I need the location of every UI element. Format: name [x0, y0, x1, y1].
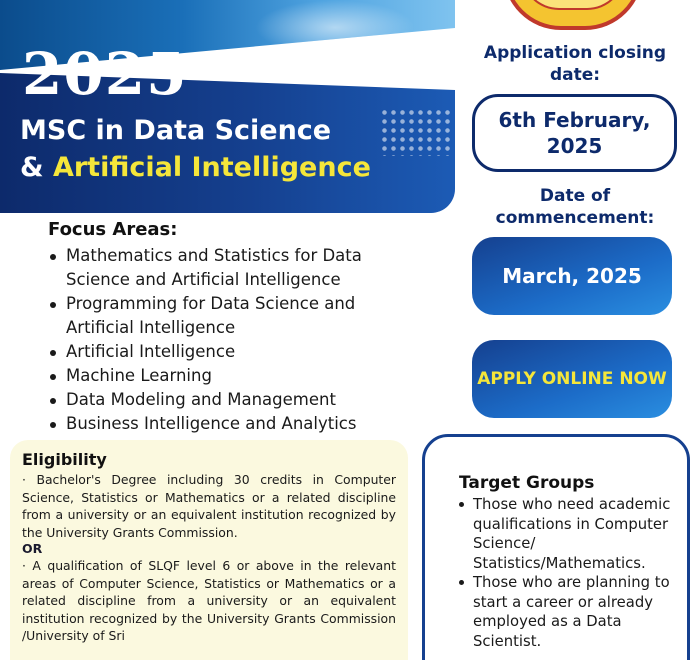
focus-area-item: Data Modeling and Management — [48, 388, 408, 412]
eligibility-box — [10, 440, 408, 660]
target-groups-title: Target Groups — [459, 473, 595, 493]
program-title-prefix: & — [20, 152, 53, 183]
eligibility-criterion-1: · Bachelor's Degree including 30 credits in Computer Science, Statistics or Mathematics or a related discipline from a university or an equivalent institution recognized by the University Grants Commission. — [22, 472, 396, 540]
target-group-item: Those who are planning to start a career or already employed as a Data Scientist. — [459, 573, 673, 651]
focus-area-item: Business Intelligence and Analytics — [48, 412, 408, 436]
eligibility-or: OR — [22, 541, 43, 556]
focus-area-item: Mathematics and Statistics for Data Science and Artificial Intelligence — [48, 244, 408, 292]
focus-area-item: Machine Learning — [48, 364, 408, 388]
program-title-line1: MSC in Data Science — [20, 115, 332, 146]
focus-areas-list — [48, 244, 408, 436]
program-title-accent: Artificial Intelligence — [52, 152, 371, 183]
program-title-line2 — [20, 152, 371, 183]
focus-area-item: Programming for Data Science and Artificial Intelligence — [48, 292, 408, 340]
commencement-label: Date of commencement: — [495, 186, 655, 228]
eligibility-criterion-2: · A qualification of SLQF level 6 or above in the relevant areas of Computer Science, Statistics or Mathematics or a related discipline from a university or an equivalent institution recognized by the University Grants Commission /University of Sri — [22, 558, 396, 643]
target-groups-box — [422, 434, 690, 660]
target-groups-list — [459, 495, 673, 651]
apply-online-button[interactable]: APPLY ONLINE NOW — [472, 340, 672, 418]
commencement-date-value: March, 2025 — [472, 237, 672, 315]
header-photo-glow — [255, 0, 415, 55]
dot-pattern — [380, 108, 450, 156]
year-heading: 2025 — [22, 40, 188, 108]
focus-area-item: Artificial Intelligence — [48, 340, 408, 364]
target-group-item: Those who need academic qualifications in Computer Science/ Statistics/Mathematics. — [459, 495, 673, 573]
closing-date-label: Application closing date: — [483, 43, 667, 85]
closing-date-value: 6th February, 2025 — [472, 94, 677, 172]
focus-areas-title: Focus Areas: — [48, 219, 178, 240]
university-logo — [503, 0, 643, 30]
eligibility-title: Eligibility — [22, 450, 107, 469]
university-logo-inner — [521, 0, 625, 10]
